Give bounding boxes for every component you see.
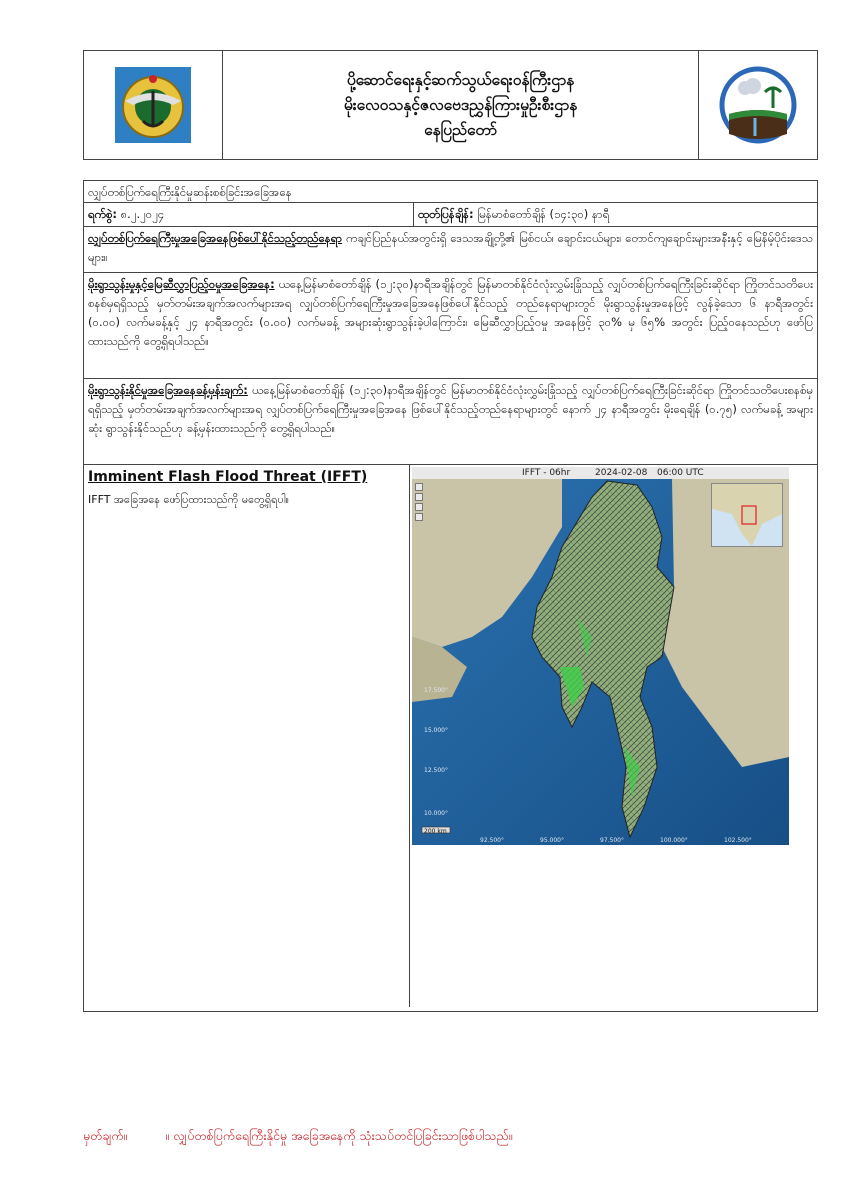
issue-time-value: မြန်မာစံတော်ချိန် (၁၄:၃၀) နာရီ (477, 207, 610, 221)
overview-inset-map[interactable] (711, 483, 783, 547)
footer-label: မှတ်ချက်။ (83, 1128, 128, 1143)
ifft-section (84, 465, 817, 1007)
rainfall-soil-text: ယနေ့မြန်မာစံတော်ချိန် (၁၂:၃၀)နာရီအချိန်တွင် မြန်မာတစ်နိုင်ငံလုံးလွှမ်းခြုံသည့် လျှပ်တစ်ပြက်ရေကြီးခြင်းဆိုင်ရာ ကြိုတင်သတိပေးစနစ်မှရရှိသည့် မှတ်တမ်းအချက်အလက်များအရ လျှပ်တစ်ပြက်ရေကြီးမှုအခြေအနေဖြစ်ပေါ်နိုင်သည့် တည်နေရာများတွင် မိုးရွာသွန်းမှုအနေဖြင့် လွန်ခဲ့သော ၆ နာရီအတွင်း (၀.၀၀) လက်မခန့်နှင့် ၂၄ နာရီအတွင်း (၀.၀၀) လက်မခန့် အများဆုံးရွာသွန်းခဲ့ပါကြောင်း၊ မြေဆီလွှာပြည့်ဝမှု အနေဖြင့် ၃၀% မှ ၆၅% အတွင်း ပြည့်ဝနေသည်ဟု ဖော်ပြထားသည်ကို တွေ့ရှိရပါသည်။ (88, 277, 814, 348)
lon-label: 97.500° (600, 837, 624, 844)
report-title: လျှပ်တစ်ပြက်ရေကြီးနိုင်မှုဆန်းစစ်ခြင်းအခြေအနေ (84, 181, 817, 203)
ministry-logo (84, 51, 223, 159)
map-header (412, 467, 789, 479)
ifft-info (84, 465, 410, 1007)
lon-label: 95.000° (540, 837, 564, 844)
issue-time-cell (414, 203, 817, 226)
zoom-in-button[interactable] (415, 483, 423, 491)
home-button[interactable] (415, 513, 423, 521)
zoom-out-button[interactable] (415, 493, 423, 501)
map-date: 2024-02-08 (595, 468, 648, 478)
scale-bar-label: 200 km (424, 828, 447, 835)
lon-label: 100.000° (660, 837, 688, 844)
report-table (83, 180, 818, 1012)
rainfall-soil-row (84, 273, 817, 379)
department-name: မိုးလေဝသနှင့်ဇလဗေဒညွှန်ကြားမှုဦးစီးဌာန (343, 95, 578, 114)
location-row (84, 227, 817, 273)
hydrology-emblem (698, 51, 817, 159)
lat-label: 12.500° (424, 767, 448, 774)
forecast-text: ယနေ့မြန်မာစံတော်ချိန် (၁၂:၃၀)နာရီအချိန်တွင် မြန်မာတစ်နိုင်ငံလုံးလွှမ်းခြုံသည့် လျှပ်တစ်ပြက်ရေကြီးခြင်းဆိုင်ရာ ကြိုတင်သတိပေးစနစ်မှ ရရှိသည့် မှတ်တမ်းအချက်အလက်များအရ လျှပ်တစ်ပြက်ရေကြီးမှုအခြေအနေ ဖြစ်ပေါ်နိုင်သည့်တည်နေရာများတွင် နောက် ၂၄ နာရီအတွင်း မိုးရေချိန် (၀.၇၅) လက်မခန့် အများဆုံး ရွာသွန်းနိုင်သည်ဟု ခန့်မှန်းထားသည်ကို တွေ့ရှိရပါသည်။ (88, 383, 814, 435)
footer-note (83, 1128, 512, 1147)
map-product: IFFT - 06hr (522, 468, 571, 478)
ifft-title: Imminent Flash Flood Threat (IFFT) (88, 469, 368, 485)
lat-label: 10.000° (424, 810, 448, 817)
city-name: နေပြည်တော် (424, 120, 497, 139)
ifft-map[interactable] (412, 467, 789, 845)
date-label: ရက်စွဲ: (88, 207, 117, 221)
location-label: လျှပ်တစ်ပြက်ရေကြီးမှုအခြေအနေဖြစ်ပေါ်နိုင်သည့်တည်နေရာ (88, 231, 343, 245)
report-header (83, 50, 818, 160)
date-value: ၈.၂.၂၀၂၄ (120, 207, 165, 221)
layer-button[interactable] (415, 503, 423, 511)
rainfall-soil-label: မိုးရွာသွန်းမှုနှင့်မြေဆီလွှာပြည့်ဝမှုအခြေအနေ: (88, 277, 275, 291)
ifft-map-cell (410, 465, 817, 1007)
footer-text: ။ လျှပ်တစ်ပြက်ရေကြီးနိုင်မှု အခြေအနေကို သုံးသပ်တင်ပြခြင်းသာဖြစ်ပါသည်။ (165, 1128, 513, 1143)
location-text: ကချင်ပြည်နယ်အတွင်းရှိ ဒေသအချို့တို့၏ မြစ်ငယ်၊ ချောင်းငယ်များ၊ တောင်ကျချောင်းများအနီးနှင့် မြေနိမ့်ပိုင်းဒေသများ။ (88, 231, 813, 264)
ifft-note: IFFT အခြေအနေ ဖော်ပြထားသည်ကို မတွေ့ရှိရပါ။ (88, 493, 289, 506)
date-cell (84, 203, 414, 226)
lat-label: 15.000° (424, 727, 448, 734)
map-toolbar (415, 483, 423, 523)
date-issue-row (84, 203, 817, 227)
lon-label: 102.500° (724, 837, 752, 844)
ministry-name: ပို့ဆောင်ရေးနှင့်ဆက်သွယ်ရေးဝန်ကြီးဌာန (346, 70, 575, 89)
map-time: 06:00 UTC (657, 468, 704, 478)
lon-label: 92.500° (480, 837, 504, 844)
header-title (223, 51, 698, 159)
forecast-row (84, 379, 817, 465)
issue-time-label: ထုတ်ပြန်ချိန်: (418, 207, 474, 221)
forecast-label: မိုးရွာသွန်းနိုင်မှုအခြေအနေခန့်မှန်းချက်: (88, 383, 248, 397)
lat-label: 17.500° (424, 687, 448, 694)
